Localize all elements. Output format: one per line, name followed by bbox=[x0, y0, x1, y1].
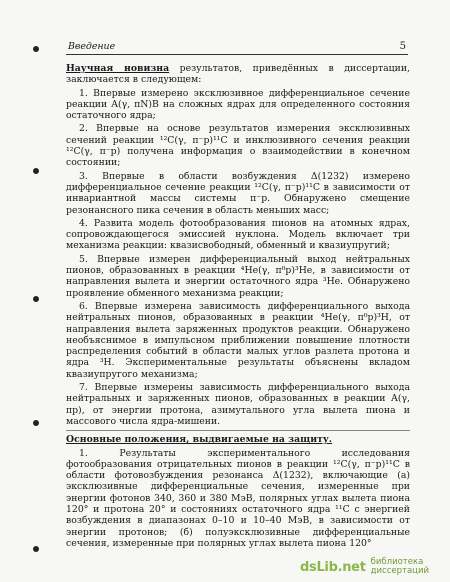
novelty-item: 3. Впервые в области возбуждения Δ(1232) измерено дифференциальное сечение реакции ¹²C(γ, π⁻p)¹¹C в зависимости от инвариантной массы системы π⁻p. Обнаружено смещение резонансного пика сечения в область меньших масс; bbox=[66, 170, 410, 216]
novelty-item: 2. Впервые на основе результатов измерения эксклюзивных сечений реакции ¹²C(γ, π⁻p)¹¹C и инклюзивного сечения реакции ¹²C(γ, π⁻p) получена информация о взаимодействии в конечном состоянии; bbox=[66, 123, 410, 169]
novelty-intro bbox=[66, 63, 410, 86]
novelty-item: 5. Впервые измерен дифференциальный выход нейтральных пионов, образованных в реакции ⁴He(γ, π⁰p)³He, в зависимости от направления вылета и энергии остаточного ядра ³He. Обнаружено проявление обменного механизма реакции; bbox=[66, 253, 410, 299]
binder-hole bbox=[33, 168, 39, 174]
section-divider bbox=[66, 430, 410, 431]
provisions-heading-line bbox=[66, 434, 410, 445]
section-title: Введение bbox=[68, 41, 116, 52]
novelty-intro-text: результатов, приведённых в диссертации, заключается в следующем: bbox=[66, 63, 410, 86]
running-header bbox=[68, 41, 406, 52]
document-body bbox=[66, 63, 410, 551]
binder-hole bbox=[33, 420, 39, 426]
watermark bbox=[300, 556, 450, 578]
watermark-logo: dsLib.net bbox=[300, 559, 366, 575]
novelty-item: 7. Впервые измерены зависимость дифференциального выхода нейтральных и заряженных пионов, образованных в реакции A(γ, πp), от энергии протона, азимутального угла вылета пиона и массового числа ядра-мишени. bbox=[66, 382, 410, 427]
binder-hole bbox=[33, 296, 39, 302]
novelty-item: 4. Развита модель фотообразования пионов на атомных ядрах, сопровождающегося эмиссией нуклона. Модель включает три механизма реакции: квазисвободный, обменный и квазиупругий; bbox=[66, 217, 410, 252]
novelty-item: 6. Впервые измерена зависимость дифференциального выхода нейтральных пионов, образованных в реакции ⁴He(γ, π⁰p)³H, от направления вылета заряженных продуктов реакции. Обнаружено необъяснимое в импульсном приближении повышение плотности распределения событий в области малых углов разлета протона и ядра ³H. Экспериментальные результаты объяснены вкладом квазиупругого механизма; bbox=[66, 300, 410, 380]
page-number: 5 bbox=[399, 41, 406, 52]
novelty-heading: Научная новизна bbox=[66, 63, 170, 74]
binder-hole bbox=[33, 46, 39, 52]
provision-item: 1. Результаты экспериментального исследования фотообразования отрицательных пионов в реакции ¹²C(γ, π⁻p)¹¹C в области фотовозбуждения резонанса Δ(1232), включающие (а) эксклюзивные дифференциальные сечения, измеренные при энергии фотонов 340, 360 и 380 МэВ, полярных углах вылета пиона 120° и протона 20° и состояниях остаточного ядра ¹¹C с энергией возбуждения в диапазонах 0–10 и 10–40 МэВ, в зависимости от энергии протонов; (б) полуэксклюзивные дифференциальные сечения, измеренные при полярных углах вылета пиона 120° bbox=[66, 447, 410, 549]
binder-hole bbox=[33, 546, 39, 552]
watermark-text: библиотека диссертаций bbox=[370, 557, 429, 576]
novelty-item: 1. Впервые измерено эксклюзивное дифференциальное сечение реакции A(γ, πN)B на сложных ядрах для определенного состояния остаточного ядра; bbox=[66, 87, 410, 122]
provisions-heading: Основные положения, выдвигаемые на защиту. bbox=[66, 434, 333, 446]
header-rule bbox=[66, 54, 408, 55]
